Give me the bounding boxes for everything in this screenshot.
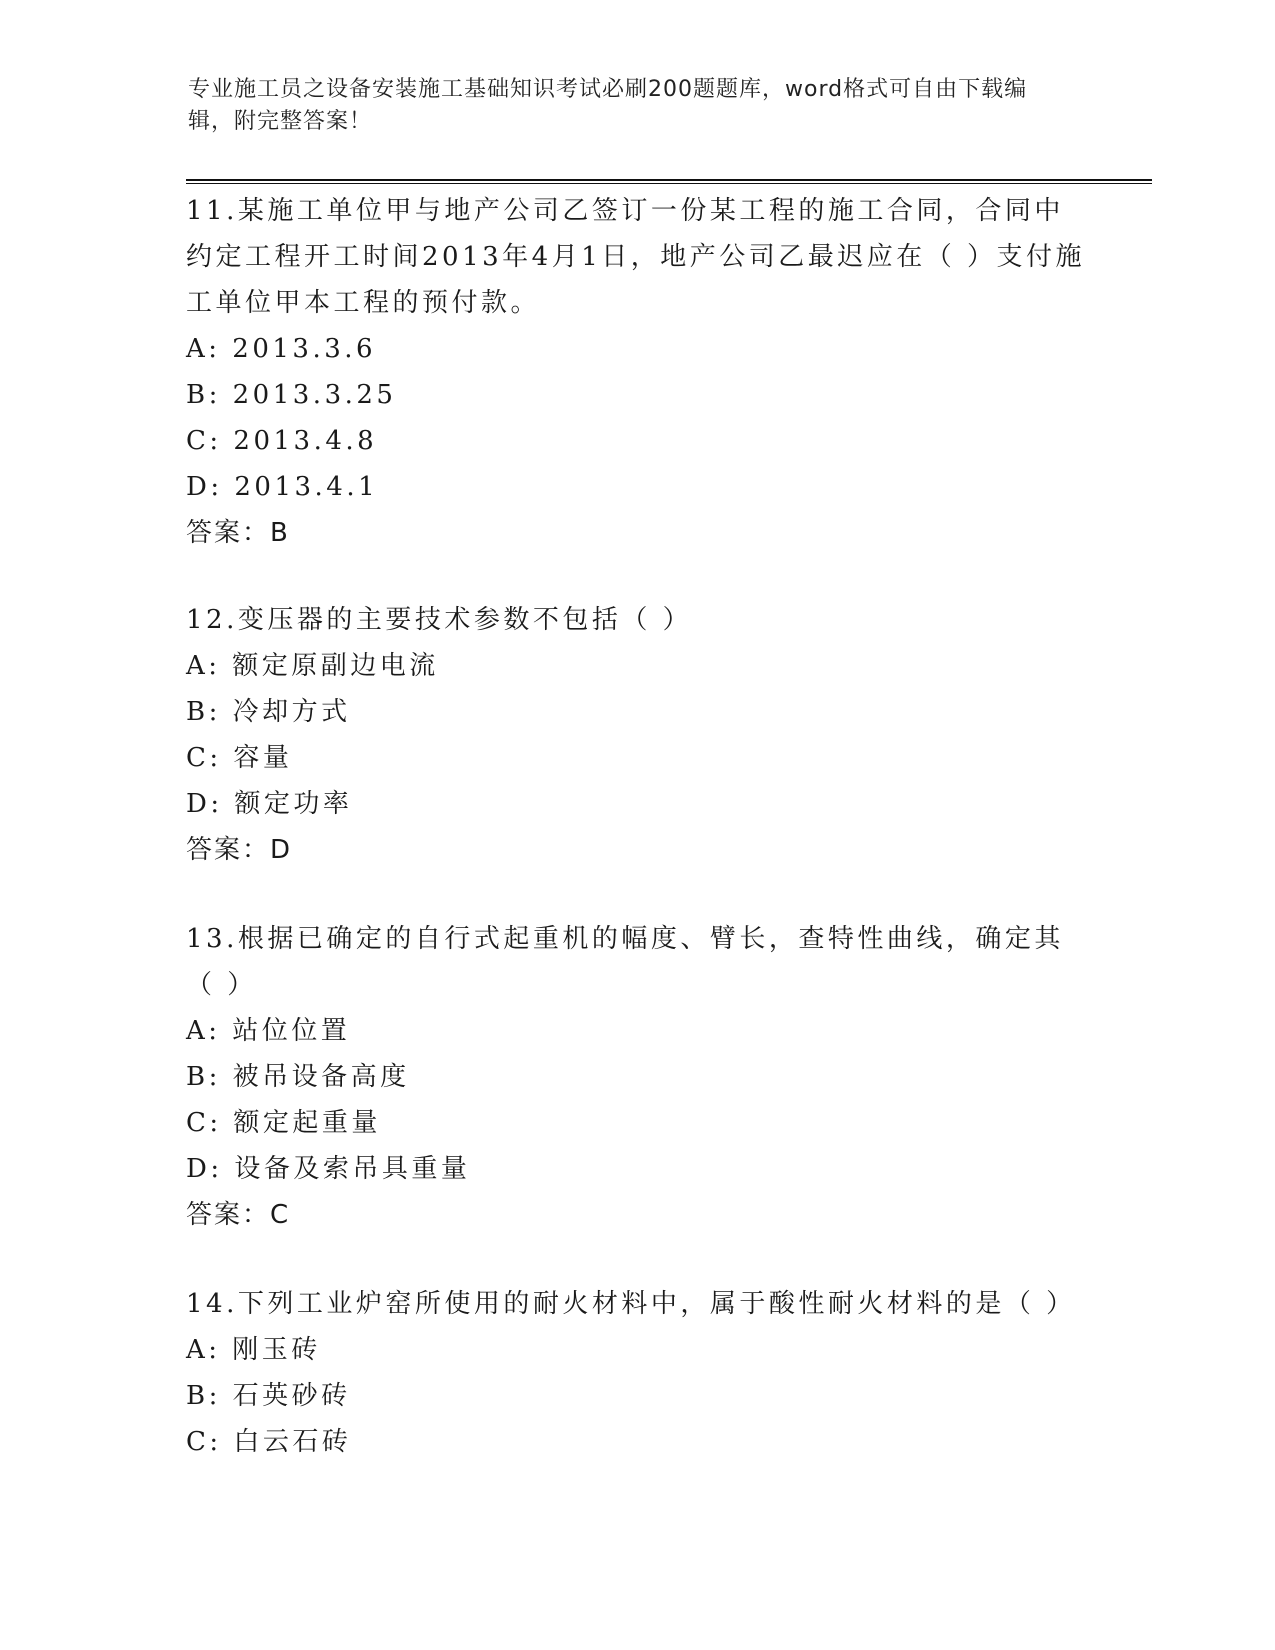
option-c: C: 额定起重量	[186, 1108, 381, 1138]
question-stem: 11.某施工单位甲与地产公司乙签订一份某工程的施工合同，合同中约定工程开工时间2013年4月1日，地产公司乙最迟应在（ ）支付施工单位甲本工程的预付款。	[186, 196, 1086, 318]
option-c: C: 白云石砖	[186, 1427, 352, 1457]
answer: 答案：C	[186, 1200, 291, 1230]
option-b: B: 被吊设备高度	[186, 1062, 410, 1092]
answer: 答案：D	[186, 835, 293, 865]
option-b: B: 冷却方式	[186, 697, 351, 727]
option-d: D: 2013.4.1	[186, 472, 379, 502]
option-c: C: 容量	[186, 743, 293, 773]
option-b: B: 石英砂砖	[186, 1381, 351, 1411]
question-14	[186, 1281, 1086, 1465]
question-stem: 14.下列工业炉窑所使用的耐火材料中，属于酸性耐火材料的是（ ）	[186, 1289, 1076, 1319]
header-divider-thin	[186, 183, 1152, 184]
question-11	[186, 188, 1086, 556]
option-b: B: 2013.3.25	[186, 380, 397, 410]
question-stem: 13.根据已确定的自行式起重机的幅度、臂长，查特性曲线，确定其（ ）	[186, 924, 1064, 1000]
question-stem: 12.变压器的主要技术参数不包括（ ）	[186, 605, 693, 635]
option-a: A: 刚玉砖	[186, 1335, 321, 1365]
option-d: D: 设备及索吊具重量	[186, 1154, 471, 1184]
header-divider	[186, 179, 1152, 181]
option-a: A: 2013.3.6	[186, 334, 377, 364]
document-header: 专业施工员之设备安装施工基础知识考试必刷200题题库，word格式可自由下载编辑，附完整答案！	[188, 77, 1028, 134]
option-c: C: 2013.4.8	[186, 426, 378, 456]
option-d: D: 额定功率	[186, 789, 353, 819]
option-a: A: 额定原副边电流	[186, 651, 439, 681]
answer: 答案：B	[186, 518, 290, 548]
question-12	[186, 597, 1086, 873]
option-a: A: 站位位置	[186, 1016, 351, 1046]
question-13	[186, 916, 1086, 1238]
